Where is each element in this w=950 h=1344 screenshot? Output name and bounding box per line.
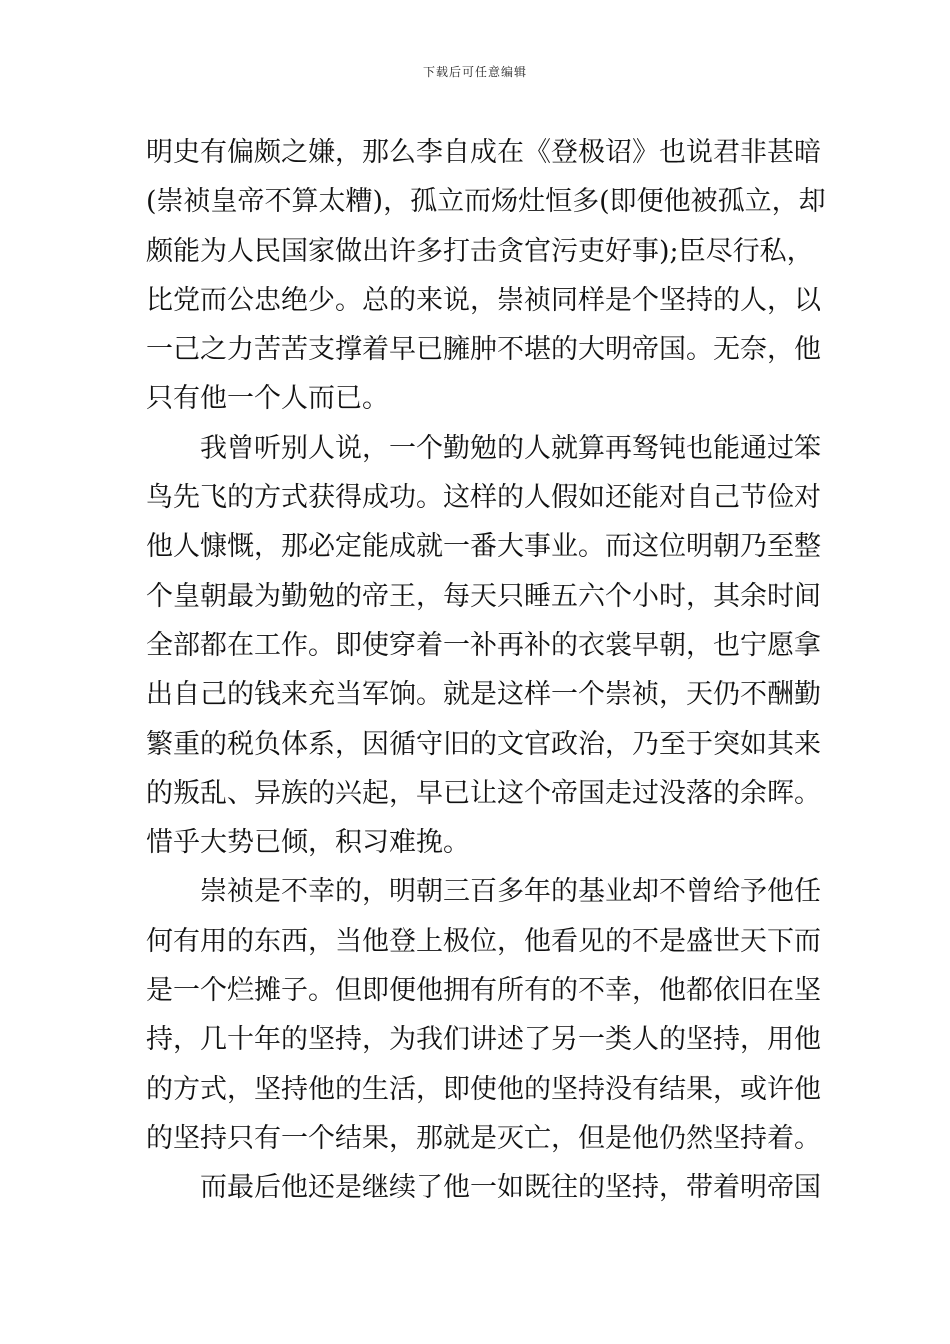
text-line: 鸟先飞的方式获得成功。这样的人假如还能对自己节俭对 xyxy=(146,482,821,514)
text-line: 一己之力苦苦支撑着早已臃肿不堪的大明帝国。无奈，他 xyxy=(146,334,821,366)
text-line: 个皇朝最为勤勉的帝王，每天只睡五六个小时，其余时间 xyxy=(146,580,821,612)
text-line: 惜乎大势已倾，积习难挽。 xyxy=(146,827,470,859)
text-line: 颇能为人民国家做出许多打击贪官污吏好事);臣尽行私， xyxy=(146,235,814,267)
text-line: 出自己的钱来充当军饷。就是这样一个崇祯，天仍不酬勤 xyxy=(146,679,821,711)
text-line: 他人慷慨，那必定能成就一番大事业。而这位明朝乃至整 xyxy=(146,531,821,563)
paragraph xyxy=(146,1163,821,1212)
text-line: 的坚持只有一个结果，那就是灭亡，但是他仍然坚持着。 xyxy=(146,1122,821,1154)
text-line: 何有用的东西，当他登上极位，他看见的不是盛世天下而 xyxy=(146,925,821,957)
text-line: 明史有偏颇之嫌，那么李自成在《登极诏》也说君非甚暗 xyxy=(146,137,821,168)
text-line: 持，几十年的坚持，为我们讲述了另一类人的坚持，用他 xyxy=(146,1024,821,1056)
text-line: 的方式，坚持他的生活，即使他的坚持没有结果，或许他 xyxy=(146,1073,821,1105)
text-line: 繁重的税负体系，因循守旧的文官政治，乃至于突如其来 xyxy=(146,728,821,760)
text-line: 比党而公忠绝少。总的来说，崇祯同样是个坚持的人，以 xyxy=(146,284,821,316)
text-line: 全部都在工作。即使穿着一补再补的衣裳早朝，也宁愿拿 xyxy=(146,629,821,661)
paragraph xyxy=(146,867,821,1163)
paragraph xyxy=(146,128,826,424)
text-line: 的叛乱、异族的兴起，早已让这个帝国走过没落的余晖。 xyxy=(146,777,821,809)
text-line: (崇祯皇帝不算太糟)，孤立而炀灶恒多(即便他被孤立，却 xyxy=(146,186,826,218)
page-header: 下载后可任意编辑 xyxy=(422,65,527,79)
text-line: 崇祯是不幸的，明朝三百多年的基业却不曾给予他任 xyxy=(200,876,821,908)
text-line: 只有他一个人而已。 xyxy=(146,383,389,415)
body-text xyxy=(146,128,826,1213)
text-line: 是一个烂摊子。但即便他拥有所有的不幸，他都依旧在坚 xyxy=(146,975,821,1007)
text-line: 而最后他还是继续了他一如既往的坚持，带着明帝国 xyxy=(200,1172,821,1204)
text-line: 我曾听别人说，一个勤勉的人就算再驽钝也能通过笨 xyxy=(200,432,821,464)
paragraph xyxy=(146,424,821,868)
